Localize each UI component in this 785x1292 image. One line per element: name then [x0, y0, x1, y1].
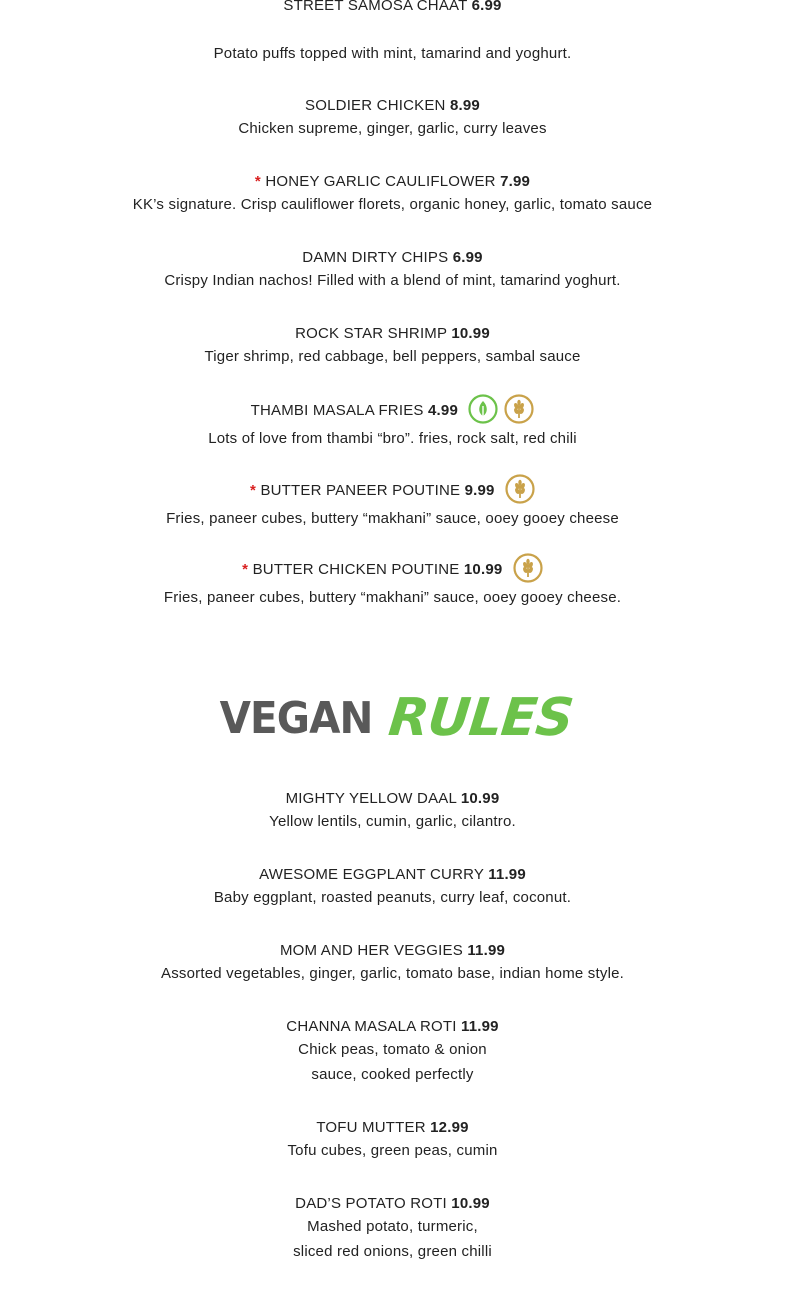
gluten-wheat-icon	[513, 553, 543, 583]
item-description: Chicken supreme, ginger, garlic, curry leaves	[238, 120, 547, 137]
gluten-wheat-icon	[504, 394, 534, 424]
item-description: Yellow lentils, cumin, garlic, cilantro.	[269, 813, 516, 830]
menu-item	[0, 1017, 785, 1087]
item-description: Mashed potato, turmeric,	[307, 1218, 478, 1235]
item-name: BUTTER CHICKEN POUTINE	[252, 561, 460, 578]
item-price: 6.99	[452, 249, 483, 266]
item-description: Tofu cubes, green peas, cumin	[287, 1142, 498, 1159]
item-name: AWESOME EGGPLANT CURRY	[259, 866, 484, 883]
item-price: 9.99	[464, 482, 495, 499]
item-description: Crispy Indian nachos! Filled with a blend of mint, tamarind yoghurt.	[164, 272, 621, 289]
item-name: STREET SAMOSA CHAAT	[283, 0, 468, 14]
item-name: MIGHTY YELLOW DAAL	[285, 790, 457, 807]
item-price: 7.99	[500, 173, 531, 190]
menu-item	[0, 324, 785, 369]
item-price: 12.99	[430, 1119, 469, 1136]
section-title-vegan-rules	[0, 688, 785, 758]
menu-item	[0, 555, 785, 610]
item-name: TOFU MUTTER	[316, 1119, 426, 1136]
item-description: Potato puffs topped with mint, tamarind and yoghurt.	[213, 45, 572, 62]
item-description: Lots of love from thambi “bro”. fries, rock salt, red chili	[208, 430, 577, 448]
menu-item	[0, 96, 785, 141]
menu-item	[0, 476, 785, 531]
menu-item	[0, 172, 785, 217]
item-name: DAD’S POTATO ROTI	[295, 1195, 447, 1212]
item-name: CHANNA MASALA ROTI	[286, 1018, 457, 1035]
item-price: 10.99	[451, 325, 490, 342]
item-price: 10.99	[451, 1195, 490, 1212]
item-description: Chick peas, tomato & onion	[298, 1041, 487, 1058]
signature-star: *	[254, 173, 261, 190]
menu-item	[0, 1118, 785, 1163]
menu-item	[0, 865, 785, 910]
signature-star: *	[250, 482, 257, 499]
signature-star: *	[242, 561, 249, 578]
gluten-wheat-icon	[505, 474, 535, 504]
item-price: 8.99	[449, 97, 480, 114]
item-name: ROCK STAR SHRIMP	[295, 325, 447, 342]
item-price: 6.99	[471, 0, 502, 14]
item-name: THAMBI MASALA FRIES	[250, 402, 424, 419]
menu-item	[0, 248, 785, 293]
item-description: KK’s signature. Crisp cauliflower florets, organic honey, garlic, tomato sauce	[132, 196, 653, 213]
item-description: Assorted vegetables, ginger, garlic, tomato base, indian home style.	[160, 965, 625, 982]
menu-item	[0, 396, 785, 451]
item-price: 11.99	[460, 1018, 499, 1035]
item-name: HONEY GARLIC CAULIFLOWER	[265, 173, 496, 190]
vegan-leaf-icon	[468, 394, 498, 424]
item-name: MOM AND HER VEGGIES	[279, 942, 463, 959]
item-description: Baby eggplant, roasted peanuts, curry leaf, coconut.	[213, 889, 572, 906]
menu-item	[0, 0, 785, 66]
item-price: 11.99	[467, 942, 506, 959]
section-title-word-vegan: VEGAN	[219, 692, 373, 744]
item-name: DAMN DIRTY CHIPS	[302, 249, 449, 266]
menu-item	[0, 941, 785, 986]
item-name: BUTTER PANEER POUTINE	[260, 482, 461, 499]
item-price: 4.99	[428, 402, 458, 419]
section-title-word-rules: RULES	[385, 688, 576, 748]
item-price: 11.99	[488, 866, 526, 883]
item-name: SOLDIER CHICKEN	[305, 97, 446, 114]
item-description: sauce, cooked perfectly	[311, 1066, 474, 1083]
menu-item	[0, 1194, 785, 1264]
item-price: 10.99	[463, 561, 503, 578]
item-description: Tiger shrimp, red cabbage, bell peppers, sambal sauce	[204, 348, 581, 365]
item-description: Fries, paneer cubes, buttery “makhani” sauce, ooey gooey cheese	[166, 510, 619, 528]
menu-item	[0, 789, 785, 834]
item-description: Fries, paneer cubes, buttery “makhani” sauce, ooey gooey cheese.	[163, 589, 622, 607]
item-price: 10.99	[460, 790, 500, 807]
item-description: sliced red onions, green chilli	[293, 1243, 492, 1260]
